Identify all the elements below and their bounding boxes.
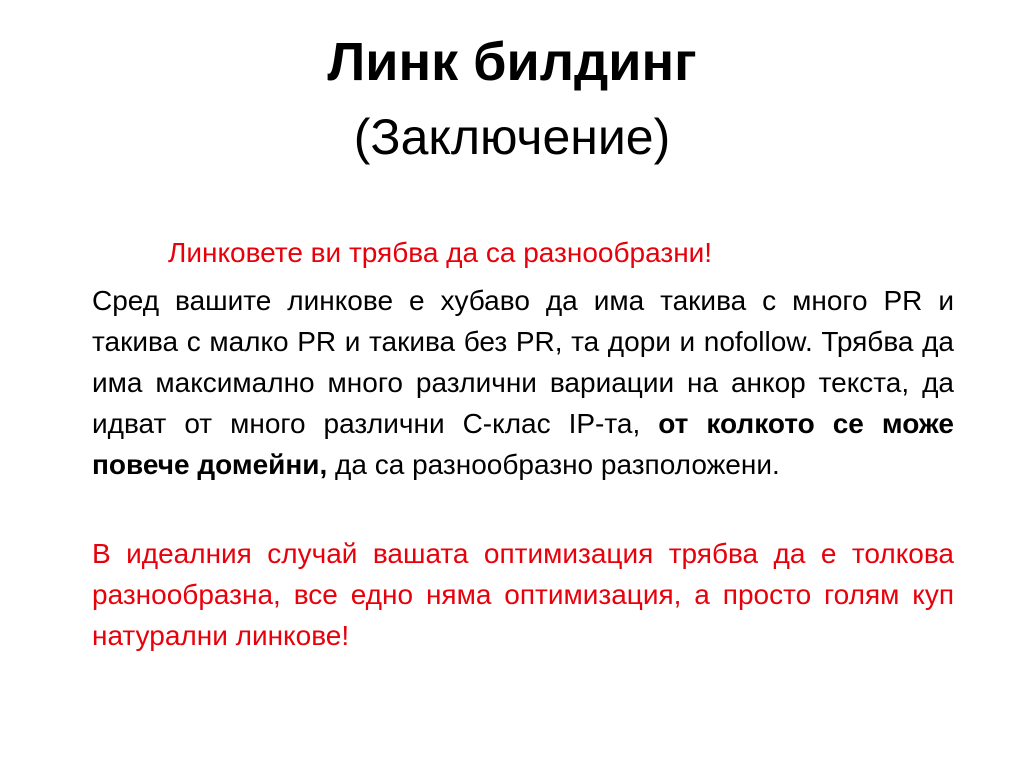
slide-body xyxy=(92,232,954,656)
paragraph-part-2: да са разнообразно разположени. xyxy=(327,449,780,480)
paragraph-part-1: Сред вашите линкове е хубаво да има такива с много PR и такива с малко PR и такива без PR, та дори и nofollow. Трябва да има максимално много различни вариации на анкор текста, да идват от много различни С-клас IP-та, xyxy=(92,285,954,439)
title-block xyxy=(0,30,1024,168)
main-paragraph xyxy=(92,280,954,485)
conclusion-statement: В идеалния случай вашата оптимизация трябва да е толкова разнообразна, все едно няма оптимизация, а просто голям куп натурални линкове! xyxy=(92,538,954,651)
slide-title: Линк билдинг xyxy=(327,32,697,92)
lead-statement: Линковете ви трябва да са разнообразни! xyxy=(168,237,713,268)
slide-subtitle: (Заключение) xyxy=(353,109,671,165)
paragraph-bold: от колкото се може повече домейни, xyxy=(92,408,954,480)
